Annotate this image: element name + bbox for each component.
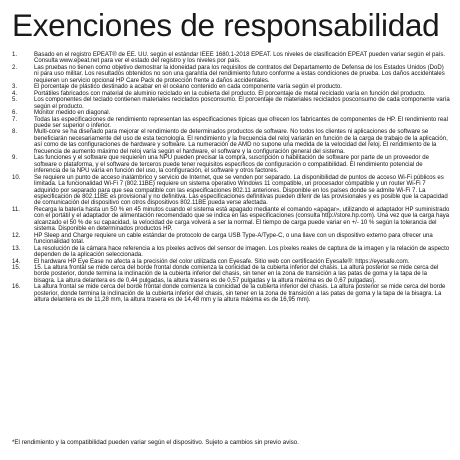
footnote: *El rendimiento y la compatibilidad pueden variar según el dispositivo. Sujeto a cambios sin previo aviso. bbox=[12, 439, 299, 446]
disclaimer-text: Las funciones y el software que requieren una NPU pueden precisar la compra, suscripción o habilitación de software por parte de un proveedor de software o plataforma, y el software de terceros puede tener requisitos específicos de configuración o compatibilidad. El rendimiento potencial de inferencia de la NPU varía en función del uso, la configuración, el software y otros factores. bbox=[34, 155, 429, 175]
disclaimer-text: El hardware HP Eye Ease no afecta a la precisión del color utilizada con Eyesafe. Sitio web con certificación Eyesafe®: https://eyesafe.com. bbox=[34, 258, 410, 265]
disclaimer-item bbox=[12, 97, 450, 110]
disclaimer-item bbox=[12, 52, 450, 65]
disclaimer-item bbox=[12, 65, 450, 84]
disclaimer-text: El porcentaje de plástico destinado a acabar en el océano contenido en cada componente varía según el producto. bbox=[34, 84, 342, 91]
page-title: Exenciones de responsabilidad bbox=[12, 7, 440, 43]
disclaimer-text: Basado en el registro EPEAT® de EE. UU. según el estándar IEEE 1680.1-2018 EPEAT. Los niveles de clasificación EPEAT pueden variar según el país. Consulta www.epeat.net para ver el estado del registro y los niveles por país. bbox=[34, 52, 446, 65]
disclaimer-number: 9. bbox=[12, 155, 18, 162]
disclaimer-item bbox=[12, 265, 450, 284]
disclaimer-number: 13. bbox=[12, 245, 21, 252]
disclaimer-text: La altura frontal se mide cerca del borde frontal donde comienza la conicidad de la cubierta inferior del chasis. La altura posterior se mide cerca del borde posterior, donde termina la inclinación de la cubierta inferior del chasis, sin tener en la zona de transición a las patas de goma y la tapa de la bisagra. La altura delantera es de 11,28 mm, la altura trasera es de 14,48 mm y la altura máxima es de 16,95 mm). bbox=[34, 284, 446, 304]
disclaimer-number: 1. bbox=[12, 52, 18, 58]
disclaimer-item bbox=[12, 175, 450, 207]
disclaimer-number: 14. bbox=[12, 258, 21, 265]
disclaimer-item bbox=[12, 207, 450, 233]
disclaimer-number: 12. bbox=[12, 232, 21, 239]
disclaimer-number: 10. bbox=[12, 174, 21, 181]
disclaimer-number: 6. bbox=[12, 110, 18, 117]
disclaimer-number: 16. bbox=[12, 284, 21, 291]
disclaimer-list bbox=[12, 52, 450, 304]
disclaimer-item bbox=[12, 284, 450, 303]
disclaimer-text: Portátiles fabricados con material de aluminio reciclado en la cubierta del producto. El porcentaje de metal reciclado varía en función del producto. bbox=[34, 90, 426, 97]
disclaimer-text: Todas las especificaciones de rendimiento representan las especificaciones típicas que ofrecen los fabricantes de componentes de HP. El rendimiento real puede ser superior o inferior. bbox=[34, 116, 449, 129]
disclaimer-text: Multi-core se ha diseñado para mejorar el rendimiento de determinados productos de software. No todos los clientes ni aplicaciones de software se beneficiarán necesariamente del uso de esta tecnología. El rendimiento y la frecuencia del reloj variarán en función de la carga de trabajo de la aplicación, así como de las configuraciones de hardware y software. La numeración de AMD no supone una medida de la velocidad del reloj. El rendimiento de la frecuencia de aumento máximo del reloj varía según el hardware, el software y la configuración general del sistema. bbox=[34, 129, 448, 155]
disclaimer-number: 15. bbox=[12, 264, 21, 271]
disclaimer-number: 2. bbox=[12, 64, 18, 71]
disclaimer-item bbox=[12, 155, 450, 174]
disclaimer-text: Las pruebas no tienen como objetivo demostrar la idoneidad para los requisitos de contratos del Departamento de Defensa de los Estados Unidos (DoD) ni para uso militar. Los resultados obtenidos no son una garantía del rendimiento futuro conforme a estas condiciones de prueba. Los daños accidentales requieren un servicio opcional HP Care Pack de protección frente a daños accidentales. bbox=[34, 64, 445, 84]
disclaimer-item bbox=[12, 129, 450, 155]
disclaimer-text: Se requiere un punto de acceso inalámbrico y servicio de Internet, que se venden por separado. La disponibilidad de puntos de acceso Wi-Fi públicos es limitada. La funcionalidad Wi-Fi 7 (802.11BE) requiere un sistema operativo Windows 11 compatible, un procesador compatible y un router Wi-Fi 7 adquirido por separado para que sea compatible con las especificaciones 802.11 anteriores. Disponible en los países donde se admite Wi-Fi 7. La especificación de 802.11BE es provisional y no definitiva. Las especificaciones definitivas pueden diferir de las provisionales y es posible que la capacidad de comunicación del dispositivo con otros dispositivos 802.11BE pueda verse afectada. bbox=[34, 174, 448, 207]
disclaimer-number: 7. bbox=[12, 116, 18, 123]
disclaimer-number: 3. bbox=[12, 84, 18, 91]
disclaimer-number: 4. bbox=[12, 90, 18, 97]
disclaimer-number: 11. bbox=[12, 206, 20, 213]
disclaimer-item bbox=[12, 233, 450, 246]
disclaimer-text: Los componentes del teclado contienen materiales reciclados posconsumo. El porcentaje de materiales reciclados posconsumo de cada componente varía según el producto. bbox=[34, 97, 450, 110]
disclaimer-text: Monitor medido en diagonal. bbox=[34, 110, 111, 117]
disclaimer-text: HP Sleep and Charge requiere un cable estándar de protocolo de carga USB Type-A/Type-C, o una llave con un dispositivo externo para ofrecer una funcionalidad total. bbox=[34, 232, 433, 246]
disclaimer-number: 8. bbox=[12, 129, 18, 136]
disclaimer-item bbox=[12, 246, 450, 259]
disclaimer-item bbox=[12, 117, 450, 130]
disclaimer-number: 5. bbox=[12, 97, 18, 104]
disclaimer-text: 15. La altura frontal se mide cerca del borde frontal donde comienza la conicidad de la cubierta inferior del chasis. La altura posterior se mide cerca del borde posterior, donde termina la inclinación de la cubierta inferior del chasis, sin tener en la zona de transición a las patas de goma y la tapa de la bisagra. La altura delantera es de 0,44 pulgadas, la altura trasera es de 0,57 pulgadas y la altura máxima es de 0,67 pulgadas). bbox=[34, 264, 439, 284]
disclaimer-text: Recarga la batería hasta un 50 % en 45 minutos cuando el sistema está apagado mediante el comando «apagar», utilizando el adaptador HP suministrado con el portátil y el adaptador de alimentación recomendado que se indica en las especificaciones (consulta http://store.hp.com). Una vez que la carga haya alcanzado el 50 % de su capacidad, la velocidad de carga volverá a ser la normal. El tiempo de carga puede variar en +/- 10 % según la tolerancia del sistema. Disponible en determinados productos HP. bbox=[34, 206, 450, 233]
disclaimer-text: La resolución de la cámara hace referencia a los píxeles activos del sensor de imagen. Los píxeles reales de captura de la imagen y la relación de aspecto dependen de la aplicación seleccionada. bbox=[34, 245, 450, 259]
